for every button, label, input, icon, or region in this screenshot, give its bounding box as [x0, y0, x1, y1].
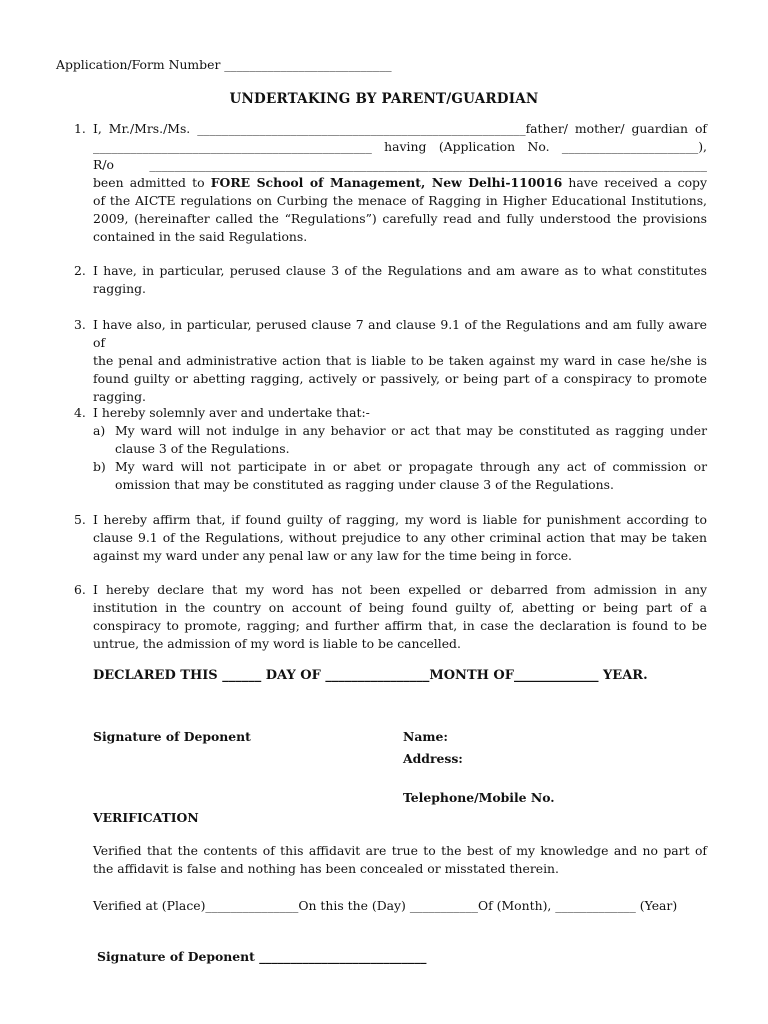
- clause-6: [74, 581, 707, 653]
- clause-text: been admitted to: [93, 175, 211, 190]
- clause-line: untrue, the admission of my word is liable to be cancelled.: [93, 636, 461, 651]
- clause-2: [74, 262, 707, 298]
- clause-4-item-b: [93, 458, 707, 494]
- clause-line: I have also, in particular, perused clause 7 and clause 9.1 of the Regulations and am fully aware of: [93, 317, 707, 350]
- verification-line: Verified that the contents of this affidavit are true to the best of my knowledge and no part of: [93, 843, 707, 858]
- page-title: UNDERTAKING BY PARENT/GUARDIAN: [229, 91, 539, 107]
- verified-at-line: Verified at (Place)_______________On this the (Day) ___________Of (Month), _____________ (Year): [93, 898, 678, 913]
- clause-line: [93, 174, 707, 192]
- clause-number: 2.: [74, 263, 86, 278]
- clause-line: of the AICTE regulations on Curbing the menace of Ragging in Higher Educational Institutions,: [93, 193, 707, 208]
- clause-line: _____________________________________________ having (Application No. ______________________),: [93, 139, 707, 154]
- verification-text: [93, 842, 707, 878]
- clause-line: ragging.: [93, 281, 146, 296]
- clause-line: My ward will not indulge in any behavior or act that may be constituted as ragging under: [115, 423, 707, 438]
- clause-number: 4.: [74, 405, 86, 420]
- clause-number: 5.: [74, 512, 86, 527]
- signature-deponent-label: Signature of Deponent: [93, 729, 251, 744]
- clause-number: 6.: [74, 582, 86, 597]
- declaration-line: DECLARED THIS ______ DAY OF ________________MONTH OF_____________ YEAR.: [93, 668, 648, 683]
- clause-line: R/o __________________________________________________________________________________________: [93, 157, 707, 172]
- sub-item-label: b): [93, 459, 106, 474]
- clause-line: I hereby affirm that, if found guilty of ragging, my word is liable for punishment according to: [93, 512, 707, 527]
- application-number-line: Application/Form Number ___________________________: [56, 57, 392, 72]
- clause-line: clause 9.1 of the Regulations, without prejudice to any other criminal action that may be taken: [93, 530, 707, 545]
- clause-line: found guilty or abetting ragging, actively or passively, or being part of a conspiracy to promote: [93, 371, 707, 386]
- clause-line: My ward will not participate in or abet or propagate through any act of commission or: [115, 459, 707, 474]
- clause-5: [74, 511, 707, 565]
- clause-line: I hereby declare that my word has not been expelled or debarred from admission in any: [93, 582, 707, 597]
- clause-number: 3.: [74, 317, 86, 332]
- clause-4: [74, 404, 707, 422]
- verification-line: the affidavit is false and nothing has been concealed or misstated therein.: [93, 861, 559, 876]
- clause-line: against my ward under any penal law or any law for the time being in force.: [93, 548, 572, 563]
- clause-line: 2009, (hereinafter called the “Regulations”) carefully read and fully understood the provisions: [93, 211, 707, 226]
- institution-name: FORE School of Management, New Delhi-110016: [210, 175, 563, 190]
- clause-line: I hereby solemnly aver and undertake that:-: [93, 405, 370, 420]
- clause-1: [74, 120, 707, 246]
- verification-title: VERIFICATION: [93, 810, 199, 825]
- signature-deponent-bottom: Signature of Deponent ___________________________: [97, 949, 427, 964]
- sub-item-label: a): [93, 423, 106, 438]
- clause-line: conspiracy to promote, ragging; and further affirm that, in case the declaration is found to be: [93, 618, 707, 633]
- name-label: Name:: [403, 729, 448, 744]
- clause-line: ragging.: [93, 389, 146, 404]
- clause-line: omission that may be constituted as ragging under clause 3 of the Regulations.: [115, 477, 614, 492]
- clause-line: I have, in particular, perused clause 3 of the Regulations and am aware as to what constitutes: [93, 263, 707, 278]
- clause-3: [74, 316, 707, 406]
- telephone-label: Telephone/Mobile No.: [403, 790, 555, 805]
- clause-4-item-a: [93, 422, 707, 458]
- clause-line: contained in the said Regulations.: [93, 229, 308, 244]
- clause-text: have received a copy: [562, 175, 707, 190]
- address-label: Address:: [403, 751, 463, 766]
- clause-number: 1.: [74, 121, 86, 136]
- clause-line: institution in the country on account of being found guilty of, abetting or being part of a: [93, 600, 707, 615]
- clause-line: clause 3 of the Regulations.: [115, 441, 290, 456]
- clause-line: I, Mr./Mrs./Ms. _____________________________________________________father/ mother/ guardian of: [93, 121, 707, 136]
- clause-line: the penal and administrative action that is liable to be taken against my ward in case he/she is: [93, 353, 707, 368]
